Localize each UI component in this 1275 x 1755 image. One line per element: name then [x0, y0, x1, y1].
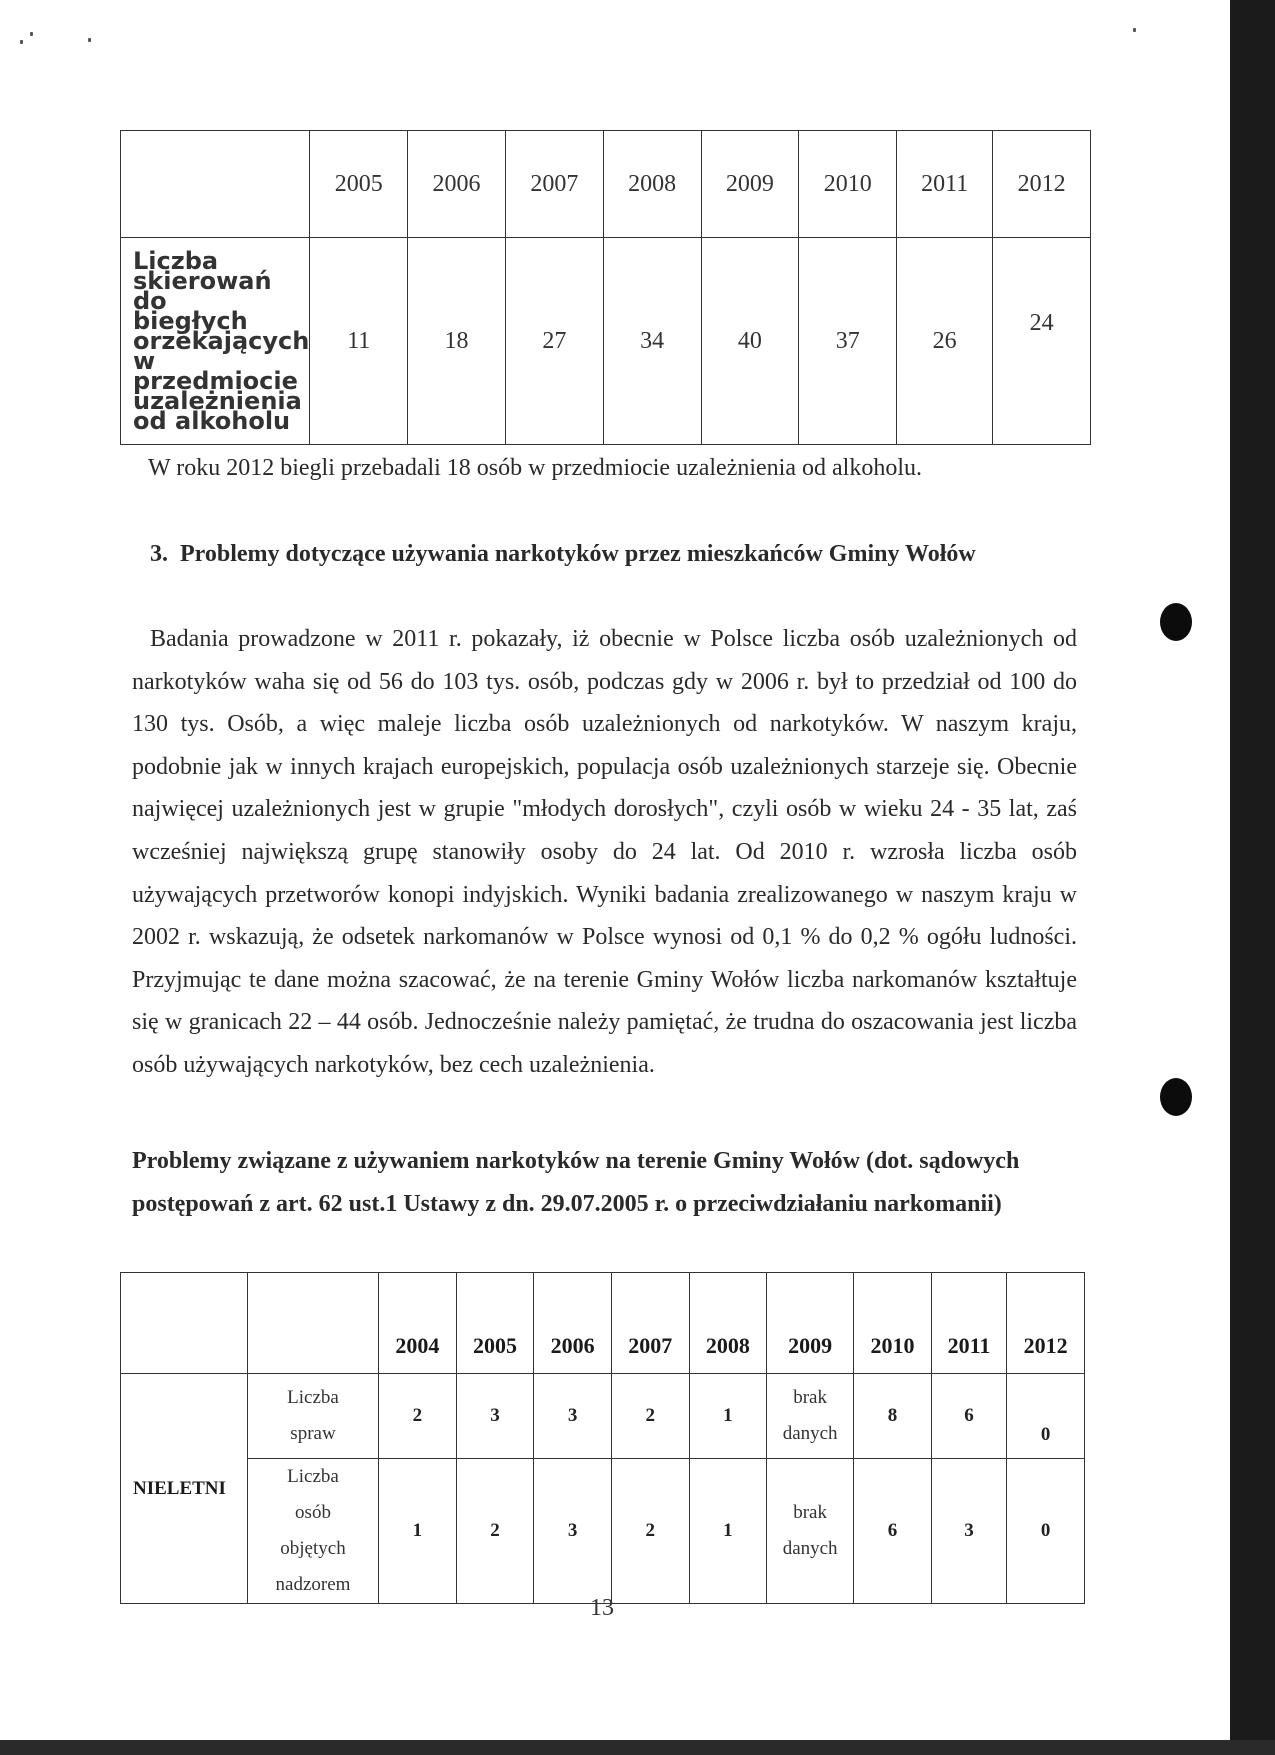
juvenile-drug-cases-table	[120, 1272, 1085, 1604]
year-header: 2011	[897, 131, 993, 238]
table-section-title: Problemy związane z używaniem narkotyków na terenie Gminy Wołów (dot. sądowych postępowań z art. 62 ust.1 Ustawy z dn. 29.07.2005 r. o przeciwdziałaniu narkomanii)	[132, 1148, 1020, 1217]
row-label: Liczba spraw	[248, 1374, 379, 1459]
year-header: 2007	[611, 1273, 689, 1374]
body-paragraph: Badania prowadzone w 2011 r. pokazały, iż obecnie w Polsce liczba osób uzależnionych od narkotyków waha się od 56 do 103 tys. osób, podczas gdy w 2006 r. był to przedział od 100 do 130 tys. Osób, a więc maleje liczba osób uzależnionych od narkotyków. W naszym kraju, podobnie jak w innych krajach europejskich, populacja osób uzależnionych starzeje się. Obecnie najwięcej uzależnionych jest w grupie "młodych dorosłych", czyli osób w wieku 24 - 35 lat, zaś wcześniej największą grupę stanowiły osoby do 24 lat. Od 2010 r. wzrosła liczba osób używających przetworów konopi indyjskich. Wyniki badania zrealizowanego w naszym kraju w 2002 r. wskazują, że odsetek narkomanów w Polsce wynosi od 0,1 % do 0,2 % ogółu ludności. Przyjmując te dane można szacować, że na terenie Gminy Wołów liczba narkomanów kształtuje się w granicach 22 – 44 osób. Jednocześnie należy pamiętać, że trudna do oszacowania jest liczba osób używających narkotyków, bez cech uzależnienia.	[132, 626, 1077, 1078]
value-cell: brak danych	[767, 1374, 854, 1459]
value-cell: brak danych	[767, 1459, 854, 1604]
year-header: 2012	[1007, 1273, 1085, 1374]
value-cell: 40	[701, 238, 799, 445]
year-header: 2008	[689, 1273, 767, 1374]
summary-sentence: W roku 2012 biegli przebadali 18 osób w przedmiocie uzależnienia od alkoholu.	[148, 455, 922, 481]
value-cell: 3	[534, 1374, 612, 1459]
value-cell: 11	[310, 238, 408, 445]
value-cell: 27	[505, 238, 603, 445]
table-header-row	[121, 131, 1091, 238]
empty-corner-cell	[248, 1273, 379, 1374]
year-header: 2006	[534, 1273, 612, 1374]
value-cell: 3	[534, 1459, 612, 1604]
value-cell: 34	[603, 238, 701, 445]
value-cell: 8	[854, 1374, 932, 1459]
punch-hole	[1160, 1078, 1192, 1116]
table-header-row	[121, 1273, 1085, 1374]
empty-corner-cell	[121, 131, 310, 238]
row-label: Liczba osób objętych nadzorem	[248, 1459, 379, 1604]
value-cell: 1	[379, 1459, 457, 1604]
value-cell: 2	[379, 1374, 457, 1459]
value-cell: 26	[897, 238, 993, 445]
value-cell: 1	[689, 1459, 767, 1604]
year-header: 2009	[767, 1273, 854, 1374]
year-header: 2010	[799, 131, 897, 238]
value-cell: 0	[1007, 1459, 1085, 1604]
section-heading	[150, 533, 976, 576]
value-cell: 18	[408, 238, 506, 445]
year-header: 2007	[505, 131, 603, 238]
year-header: 2006	[408, 131, 506, 238]
scan-speck	[30, 32, 33, 36]
value-cell: 6	[854, 1459, 932, 1604]
section-heading-title: Problemy dotyczące używania narkotyków przez mieszkańców Gminy Wołów	[180, 541, 976, 567]
table-row	[121, 1459, 1085, 1604]
value-cell: 37	[799, 238, 897, 445]
group-label: NIELETNI	[121, 1374, 248, 1604]
year-header: 2010	[854, 1273, 932, 1374]
scan-speck	[1133, 28, 1136, 32]
value-cell: 24	[993, 238, 1091, 445]
year-header: 2011	[931, 1273, 1007, 1374]
year-header: 2005	[456, 1273, 534, 1374]
row-label: Liczba skierowań do biegłych orzekających w przedmiocie uzależnienia od alkoholu	[121, 238, 310, 445]
page-number: 13	[590, 1595, 614, 1621]
empty-corner-cell	[121, 1273, 248, 1374]
value-cell: 2	[611, 1374, 689, 1459]
section-number: 3.	[150, 541, 168, 567]
table-row	[121, 1374, 1085, 1459]
table-row	[121, 238, 1091, 445]
scan-speck	[88, 38, 91, 42]
value-cell: 2	[456, 1459, 534, 1604]
alcohol-referrals-table	[120, 130, 1091, 445]
year-header: 2004	[379, 1273, 457, 1374]
value-cell: 3	[456, 1374, 534, 1459]
value-cell: 3	[931, 1459, 1007, 1604]
value-cell: 1	[689, 1374, 767, 1459]
scan-border-bottom	[0, 1740, 1275, 1755]
value-cell: 2	[611, 1459, 689, 1604]
value-cell: 0	[1007, 1374, 1085, 1459]
scan-speck	[20, 40, 23, 44]
punch-hole	[1160, 603, 1192, 641]
year-header: 2005	[310, 131, 408, 238]
year-header: 2012	[993, 131, 1091, 238]
scan-border-right	[1230, 0, 1275, 1755]
year-header: 2009	[701, 131, 799, 238]
value-cell: 6	[931, 1374, 1007, 1459]
year-header: 2008	[603, 131, 701, 238]
